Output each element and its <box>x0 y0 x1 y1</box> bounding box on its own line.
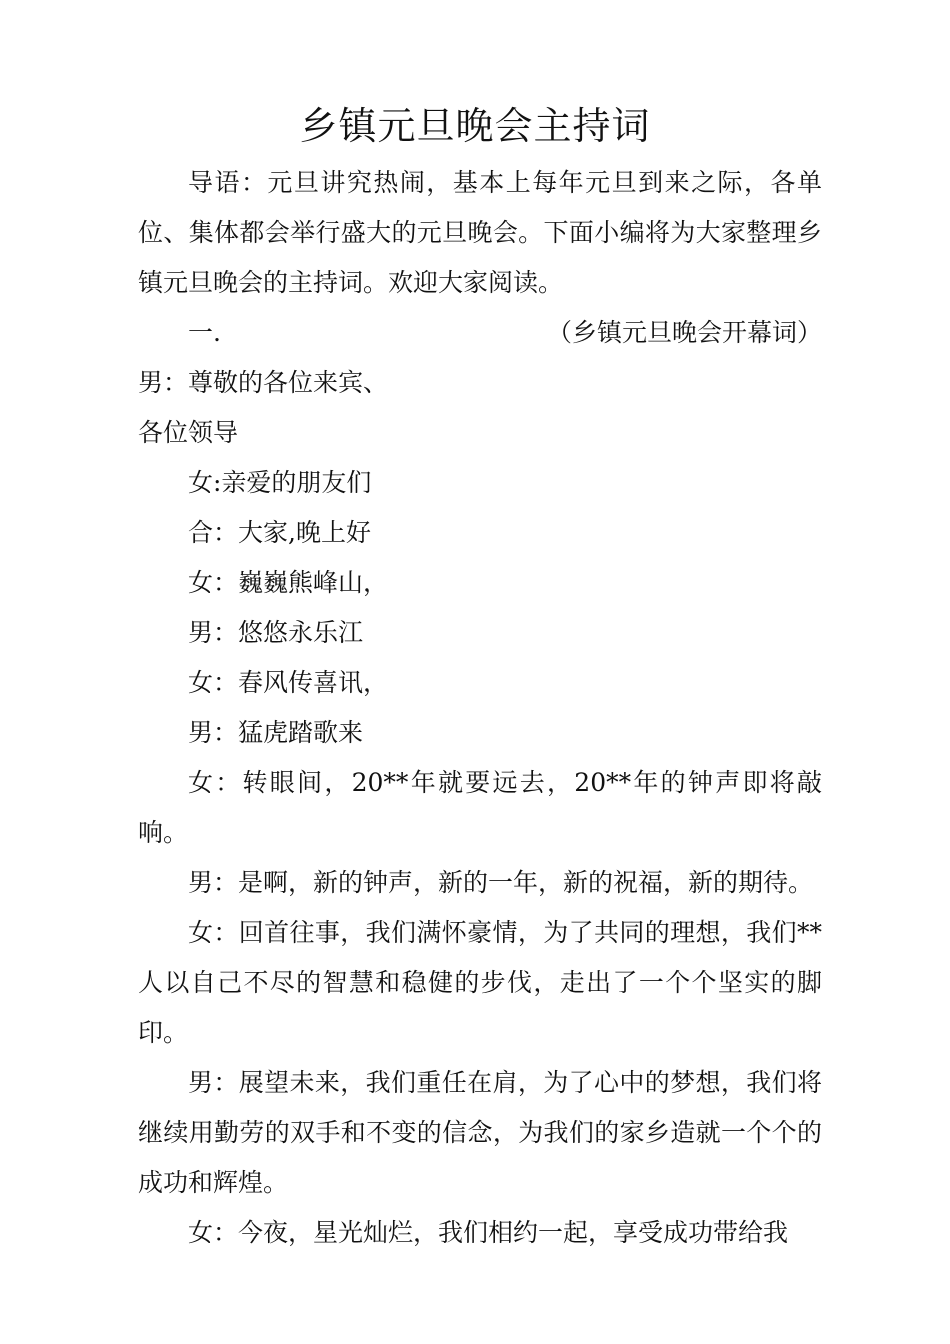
dialogue-line: 男：悠悠永乐江 <box>188 618 364 647</box>
dialogue-line: 男：尊敬的各位来宾、 <box>138 368 389 397</box>
dialogue-line: 女：今夜，星光灿烂，我们相约一起，享受成功带给我 <box>188 1218 789 1247</box>
dialogue-line: 女：回首往事，我们满怀豪情，为了共同的理想，我们**人以自己不尽的智慧和稳健的步伐，走出了一个个坚实的脚印。 <box>138 918 822 1047</box>
section-number: 一. <box>188 318 221 347</box>
section-title: （乡镇元旦晚会开幕词） <box>546 318 822 347</box>
dialogue-line: 男：是啊，新的钟声，新的一年，新的祝福，新的期待。 <box>188 868 814 897</box>
section-heading <box>138 308 822 358</box>
dialogue-line: 合：大家,晚上好 <box>188 518 371 547</box>
dialogue-line: 女：春风传喜讯， <box>188 668 389 697</box>
dialogue-line: 男：展望未来，我们重任在肩，为了心中的梦想，我们将继续用勤劳的双手和不变的信念，为我们的家乡造就一个个的成功和辉煌。 <box>138 1068 822 1197</box>
dialogue-line: 各位领导 <box>138 418 239 447</box>
dialogue-line: 女：巍巍熊峰山， <box>188 568 389 597</box>
dialogue-line: 女：转眼间，20**年就要远去，20**年的钟声即将敲响。 <box>138 768 822 847</box>
dialogue-line: 男：猛虎踏歌来 <box>188 718 364 747</box>
document-body <box>138 158 822 1258</box>
document-title: 乡镇元旦晚会主持词 <box>299 104 651 148</box>
intro-paragraph: 导语：元旦讲究热闹，基本上每年元旦到来之际，各单位、集体都会举行盛大的元旦晚会。下面小编将为大家整理乡镇元旦晚会的主持词。欢迎大家阅读。 <box>138 168 822 297</box>
dialogue-lines <box>138 358 822 1258</box>
dialogue-line: 女:亲爱的朋友们 <box>188 468 372 497</box>
